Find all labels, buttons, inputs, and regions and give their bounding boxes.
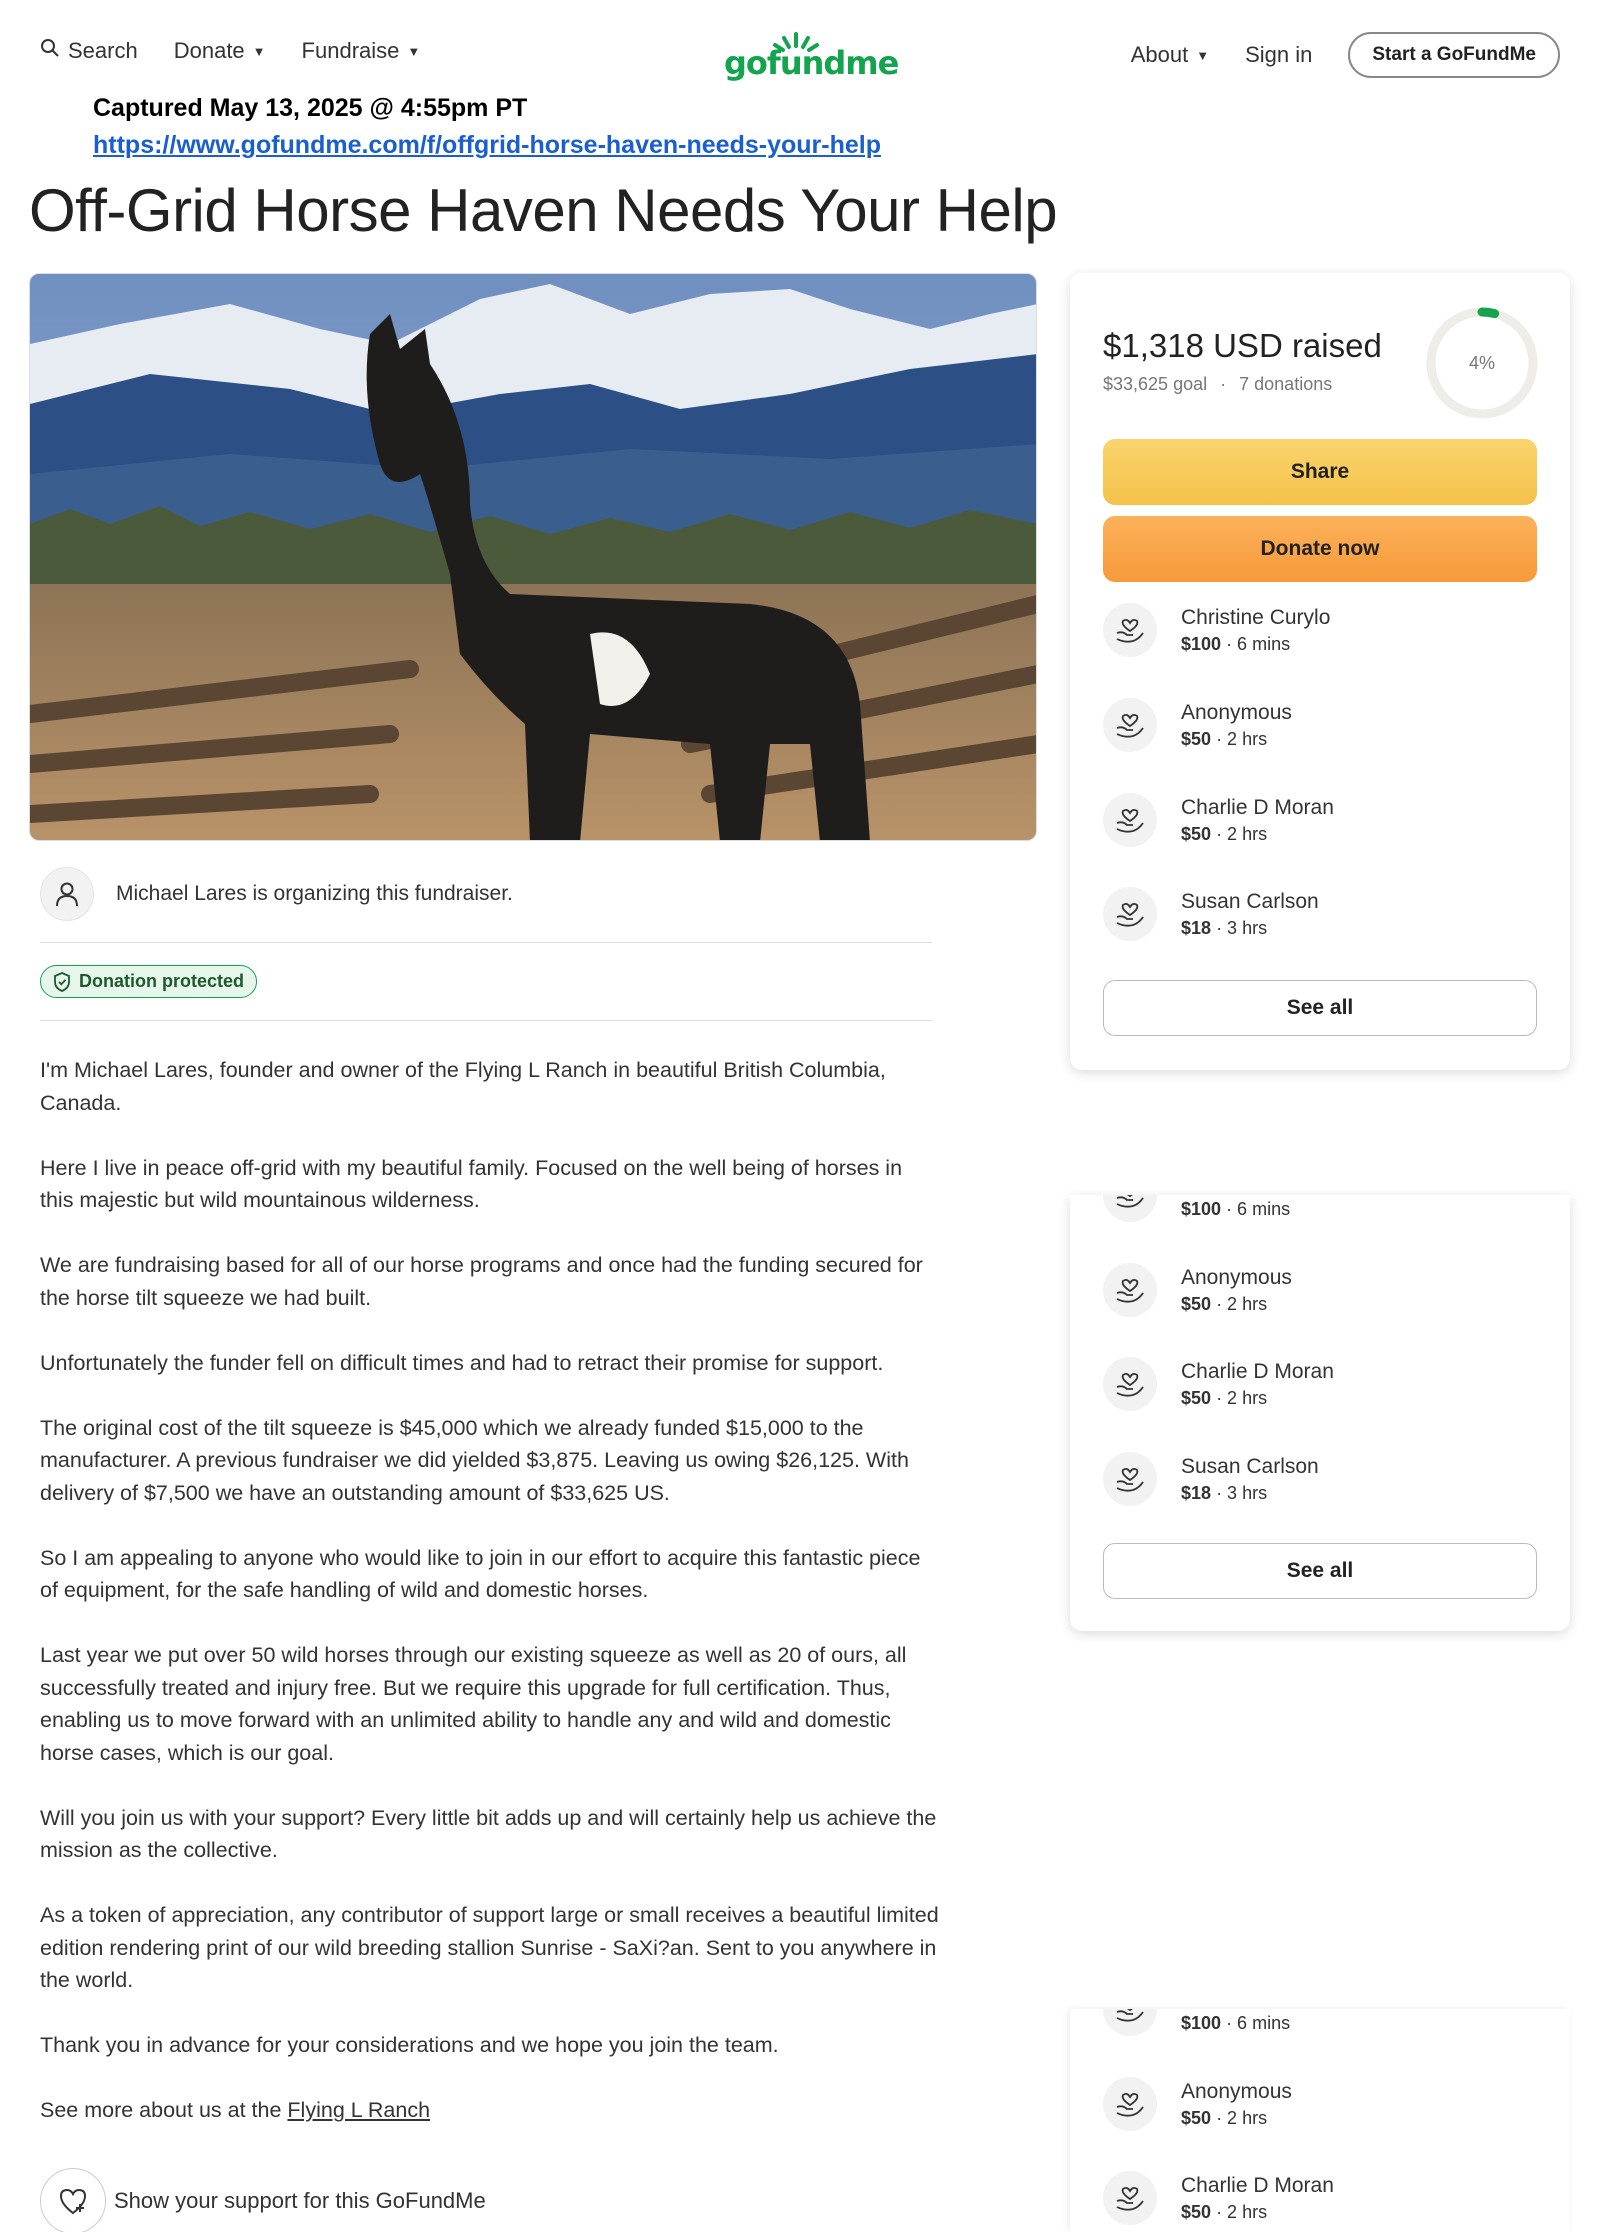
caret-down-icon: ▼ [407, 43, 421, 59]
donor-amount: $50 [1181, 1293, 1212, 1314]
donor-amount: $100 [1181, 633, 1222, 654]
donor-time: · 2 hrs [1216, 823, 1268, 844]
donor-amount: $100 [1181, 2012, 1222, 2033]
donation-card [1070, 273, 1570, 1070]
heart-icon [58, 2187, 88, 2215]
donor-meta [1181, 1199, 1290, 1220]
caret-down-icon: ▼ [252, 43, 266, 59]
donate-now-button[interactable]: Donate now [1103, 516, 1537, 582]
show-support-row[interactable] [40, 2168, 486, 2232]
donor-amount: $50 [1181, 728, 1212, 749]
donor-amount: $50 [1181, 823, 1212, 844]
logo-text: gofundme [724, 44, 899, 82]
story-paragraph: I'm Michael Lares, founder and owner of the Flying L Ranch in beautiful British Columbia, Canada. [40, 1058, 886, 1115]
story-paragraph: Here I live in peace off-grid with my beautiful family. Focused on the well being of horses in this majestic but wild mountainous wilderness. [40, 1155, 903, 1212]
goal-summary [1103, 374, 1332, 395]
donor-time: · 3 hrs [1216, 917, 1268, 938]
progress-percent: 4% [1468, 353, 1496, 373]
donor-name: Anonymous [1181, 2079, 1292, 2103]
donor-meta [1181, 2202, 1334, 2223]
donor-item [1103, 785, 1334, 855]
capture-date: Captured May 13, 2025 @ 4:55pm PT [93, 94, 528, 122]
see-all-button[interactable]: See all [1103, 1543, 1537, 1599]
donor-meta [1181, 918, 1319, 939]
donor-item [1103, 1255, 1292, 1325]
organizer-text: Michael Lares is organizing this fundraiser. [116, 882, 513, 905]
donor-time: · 2 hrs [1216, 2107, 1268, 2128]
donor-item [1103, 690, 1292, 760]
donate-menu[interactable] [174, 38, 266, 64]
search-icon [40, 38, 60, 64]
story-paragraph: Will you join us with your support? Every little bit adds up and will certainly help us achieve the mission as the collective. [40, 1805, 937, 1862]
donor-amount: $18 [1181, 1482, 1212, 1503]
donor-amount: $18 [1181, 917, 1212, 938]
donor-meta [1181, 1483, 1319, 1504]
donor-meta [1181, 1388, 1334, 1409]
donor-item [1103, 879, 1319, 949]
story-paragraph: The original cost of the tilt squeeze is $45,000 which we already funded $15,000 to the manufacturer. A previous fundraiser we did yielded $3,875. Leaving us owing $26,125. With delivery of $7,500 we have an outstanding amount of $33,625 US. [40, 1415, 909, 1505]
story-paragraph: Last year we put over 50 wild horses through our existing squeeze as well as 20 of ours, all successfully treated and injury free. But we require this upgrade for full certification. Thus, enabling us to move forward with an unlimited ability to handle any and wild and domestic horse cases, which is our goal. [40, 1643, 907, 1765]
donor-meta [1181, 729, 1292, 750]
donor-name: Charlie D Moran [1181, 2173, 1334, 2197]
goal-amount: $33,625 goal [1103, 374, 1208, 394]
story-more-prefix: See more about us at the [40, 2098, 288, 2122]
show-support-label: Show your support for this GoFundMe [114, 2188, 486, 2213]
donor-amount: $50 [1181, 2201, 1212, 2222]
about-menu[interactable] [1131, 42, 1209, 68]
start-gofundme-button[interactable]: Start a GoFundMe [1348, 32, 1560, 78]
donor-name: Susan Carlson [1181, 1454, 1319, 1478]
nav-left [40, 38, 420, 64]
heart-button[interactable] [40, 2168, 106, 2232]
donor-name: Anonymous [1181, 1265, 1292, 1289]
donor-time: · 6 mins [1226, 2012, 1291, 2033]
nav-right [1131, 32, 1560, 78]
share-button[interactable]: Share [1103, 439, 1537, 505]
donor-time: · 6 mins [1226, 1198, 1291, 1219]
progress-ring [1425, 306, 1539, 420]
story-paragraph: Thank you in advance for your considerations and we hope you join the team. [40, 2033, 779, 2057]
see-all-button[interactable]: See all [1103, 980, 1537, 1036]
donor-meta [1181, 824, 1334, 845]
sign-in-link[interactable]: Sign in [1245, 42, 1313, 67]
fundraise-menu[interactable] [302, 38, 421, 64]
flying-l-ranch-link[interactable]: Flying L Ranch [287, 2098, 431, 2122]
story-paragraph: So I am appealing to anyone who would like to join in our effort to acquire this fantastic piece of equipment, for the safe handling of wild and domestic horses. [40, 1545, 921, 1602]
donor-item [1103, 595, 1330, 665]
donor-amount: $100 [1181, 1198, 1222, 1219]
donation-hands-icon [1103, 793, 1157, 847]
organizer-avatar[interactable] [40, 867, 94, 921]
search-link[interactable] [40, 38, 138, 64]
donation-hands-icon [1103, 1452, 1157, 1506]
gofundme-logo[interactable] [724, 30, 899, 82]
goal-separator: · [1220, 374, 1227, 394]
story-paragraph: As a token of appreciation, any contributor of support large or small receives a beautiful limited edition rendering print of our wild breeding stallion Sunrise - SaXi?an. Sent to you anywhere in the world. [40, 1903, 939, 1992]
donor-item [1103, 1444, 1319, 1514]
caret-down-icon: ▼ [1196, 47, 1210, 63]
donor-name: Charlie D Moran [1181, 1359, 1334, 1383]
donation-hands-icon [1103, 2171, 1157, 2225]
donor-time: · 2 hrs [1216, 1387, 1268, 1408]
donor-name: Anonymous [1181, 700, 1292, 724]
capture-url-link[interactable]: https://www.gofundme.com/f/offgrid-horse-haven-needs-your-help [93, 131, 881, 159]
story-paragraph: We are fundraising based for all of our horse programs and once had the funding secured for the horse tilt squeeze we had built. [40, 1253, 923, 1310]
donation-hands-icon [1103, 1195, 1157, 1222]
donation-protected-label: Donation protected [79, 971, 244, 991]
donor-time: · 6 mins [1226, 633, 1291, 654]
donor-item [1103, 2009, 1290, 2044]
donation-hands-icon [1103, 2077, 1157, 2131]
donor-time: · 2 hrs [1216, 2201, 1268, 2222]
campaign-title: Off-Grid Horse Haven Needs Your Help [29, 177, 1058, 244]
donor-meta [1181, 2108, 1292, 2129]
story-more-paragraph [40, 2094, 940, 2127]
donor-amount: $50 [1181, 1387, 1212, 1408]
capture-annotation [93, 94, 881, 160]
donate-menu-label: Donate [173, 38, 245, 63]
person-icon [53, 880, 81, 908]
donation-hands-icon [1103, 1357, 1157, 1411]
donor-name: Susan Carlson [1181, 889, 1319, 913]
donation-count: 7 donations [1239, 374, 1333, 394]
campaign-hero-image[interactable] [29, 273, 1037, 841]
shield-icon [53, 972, 71, 992]
donor-item [1103, 1195, 1290, 1230]
campaign-story [40, 1054, 940, 2159]
donation-hands-icon [1103, 698, 1157, 752]
amount-raised: $1,318 USD raised [1103, 327, 1382, 364]
donation-protected-badge[interactable] [40, 965, 257, 998]
donor-time: · 2 hrs [1216, 728, 1268, 749]
donation-hands-icon [1103, 2009, 1157, 2036]
donor-item [1103, 2069, 1292, 2139]
donation-hands-icon [1103, 1263, 1157, 1317]
donation-hands-icon [1103, 603, 1157, 657]
donor-meta [1181, 634, 1330, 655]
donor-item [1103, 2163, 1334, 2232]
divider [40, 942, 932, 943]
donor-time: · 2 hrs [1216, 1293, 1268, 1314]
donor-meta [1181, 2013, 1290, 2034]
donor-amount: $50 [1181, 2107, 1212, 2128]
donor-meta [1181, 1294, 1292, 1315]
divider [40, 1020, 932, 1021]
donor-item [1103, 1349, 1334, 1419]
donor-name: Charlie D Moran [1181, 795, 1334, 819]
donation-hands-icon [1103, 887, 1157, 941]
organizer-row [40, 867, 513, 921]
about-menu-label: About [1130, 42, 1189, 67]
donor-name: Christine Curylo [1181, 605, 1331, 629]
donation-card-sticky [1070, 1195, 1570, 1631]
story-paragraph: Unfortunately the funder fell on difficult times and had to retract their promise for support. [40, 1350, 884, 1375]
fundraise-menu-label: Fundraise [301, 38, 400, 63]
donor-time: · 3 hrs [1216, 1482, 1268, 1503]
donation-card-sticky [1070, 2009, 1570, 2232]
search-label: Search [68, 38, 138, 63]
